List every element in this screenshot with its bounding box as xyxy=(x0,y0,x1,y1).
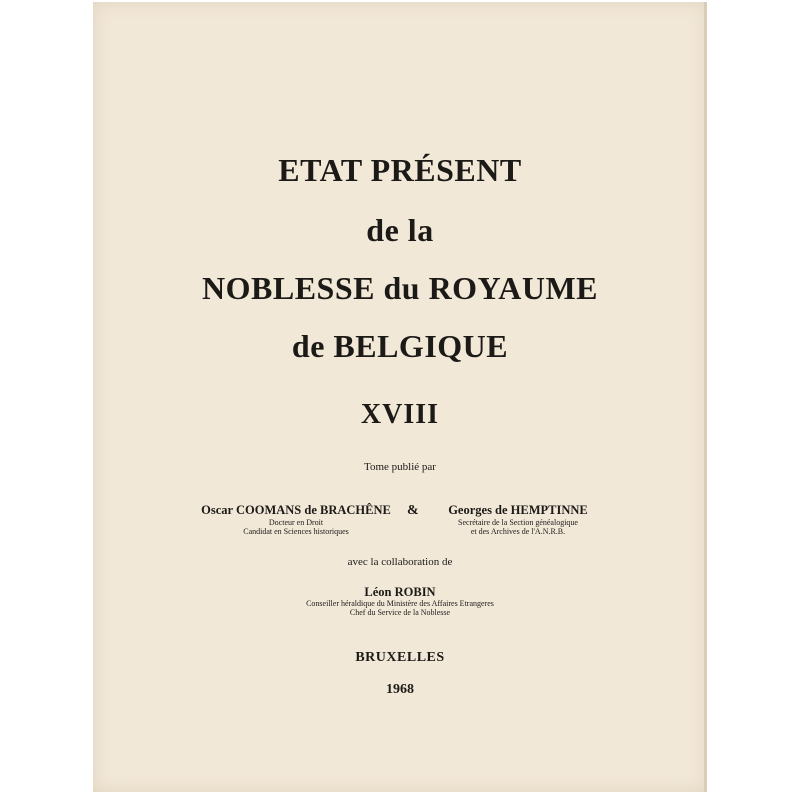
title-line-4: de BELGIQUE xyxy=(291,328,509,364)
publication-city: BRUXELLES xyxy=(355,650,445,665)
ampersand: & xyxy=(407,503,419,518)
collaborator-credentials xyxy=(93,599,707,617)
title-line-3: NOBLESSE du ROYAUME xyxy=(202,270,598,306)
title-line-2: de la xyxy=(366,212,434,248)
publication-year: 1968 xyxy=(386,682,414,697)
authors-row xyxy=(93,503,707,543)
collaborator-credential-1: Conseiller héraldique du Ministère des Affaires Etrangeres xyxy=(306,599,494,608)
author-2-name: Georges de HEMPTINNE xyxy=(448,503,588,517)
cover-edge xyxy=(704,2,707,792)
author-1 xyxy=(183,503,409,536)
author-2 xyxy=(428,503,608,536)
collaborator-name: Léon ROBIN xyxy=(364,585,436,599)
book-cover xyxy=(93,2,707,792)
author-2-credential-1: Secrétaire de la Section généalogique xyxy=(458,518,578,527)
author-1-name: Oscar COOMANS de BRACHÊNE xyxy=(201,503,391,517)
published-by-label: Tome publié par xyxy=(364,461,436,473)
title-line-1: ETAT PRÉSENT xyxy=(278,152,522,188)
collaboration-label: avec la collaboration de xyxy=(347,556,453,568)
author-1-credential-1: Docteur en Droit xyxy=(268,518,324,527)
collaborator-credential-2: Chef du Service de la Noblesse xyxy=(349,608,451,617)
author-2-credential-2: et des Archives de l'A.N.R.B. xyxy=(470,527,566,536)
volume-number: XVIII xyxy=(360,399,440,430)
author-1-credential-2: Candidat en Sciences historiques xyxy=(243,527,349,536)
